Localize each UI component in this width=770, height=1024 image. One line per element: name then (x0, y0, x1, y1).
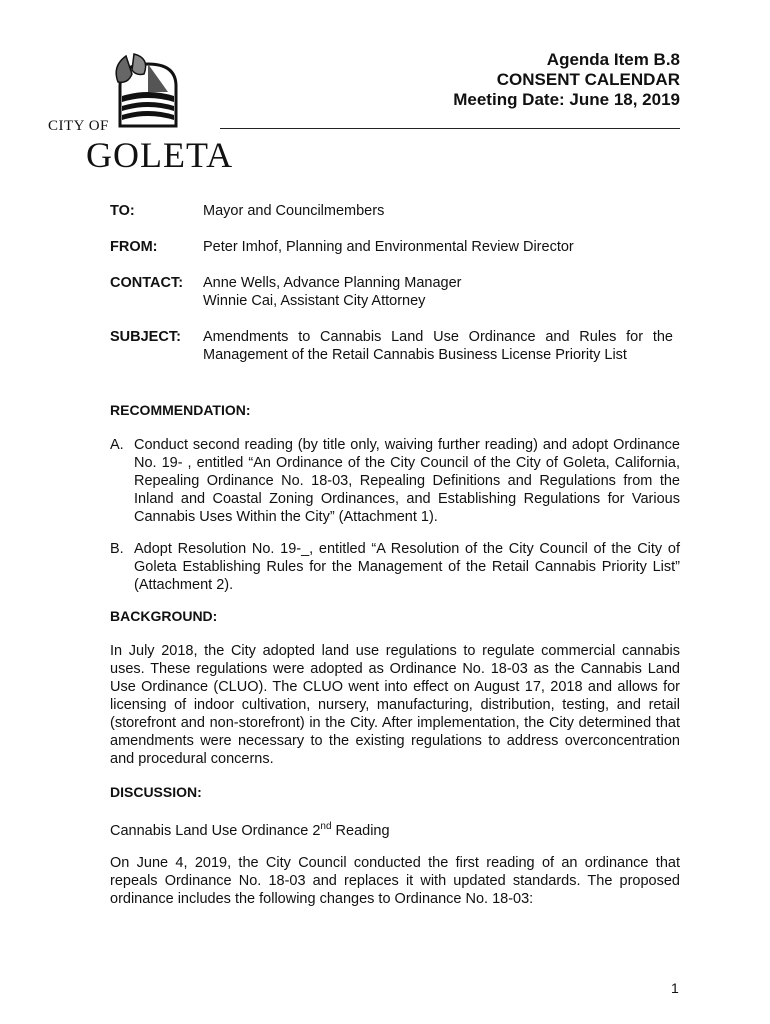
city-logo (48, 52, 234, 177)
page-number: 1 (671, 980, 679, 996)
recommendation-item-b-mark: B. (110, 541, 124, 557)
memo-contact-label: CONTACT: (110, 275, 184, 291)
discussion-text: On June 4, 2019, the City Council conducted the first reading of an ordinance that repeals Ordinance No. 18-03 and replaces it with updated standards. The proposed ordinance includes the following changes to Ordinance No. 18-03: (110, 855, 680, 907)
memo-subject-label: SUBJECT: (110, 329, 181, 345)
background-heading: BACKGROUND: (110, 608, 218, 624)
memo-subject-value: Amendments to Cannabis Land Use Ordinance and Rules for the Management of the Retail Cannabis Business License Priority List (203, 329, 673, 363)
memo-from-value: Peter Imhof, Planning and Environmental Review Director (203, 239, 574, 255)
butterfly-landscape-icon (108, 52, 188, 130)
discussion-subheading-sup: nd (320, 821, 332, 832)
discussion-subheading-post: Reading (331, 822, 390, 839)
recommendation-item-b-text: Adopt Resolution No. 19-_, entitled “A Resolution of the City Council of the City of Goleta Establishing Rules for the Management of the Retail Cannabis Priority List” (Attachment 2). (134, 541, 680, 593)
recommendation-item-a-text: Conduct second reading (by title only, waiving further reading) and adopt Ordinance No. 19- , entitled “An Ordinance of the City Council of the City of Goleta, California, Repealing Ordinance No. 18-03, Repealing Definitions and Regulations from the Inland and Coastal Zoning Ordinances, and Establishing Regulations for Various Cannabis Uses Within the City” (Attachment 1). (134, 437, 680, 525)
logo-city-of: CITY OF (48, 118, 109, 134)
agenda-calendar-type: CONSENT CALENDAR (496, 70, 680, 89)
recommendation-heading: RECOMMENDATION: (110, 402, 251, 418)
recommendation-item-a-mark: A. (110, 437, 124, 453)
memo-contact-value-1: Anne Wells, Advance Planning Manager (203, 275, 462, 291)
agenda-item-number: Agenda Item B.8 (546, 50, 680, 69)
agenda-header (453, 50, 680, 110)
discussion-subheading-pre: Cannabis Land Use Ordinance 2 (110, 822, 321, 839)
memo-contact-value-2: Winnie Cai, Assistant City Attorney (203, 293, 426, 309)
header-divider (220, 128, 680, 129)
background-text: In July 2018, the City adopted land use regulations to regulate commercial cannabis uses. These regulations were adopted as Ordinance No. 18-03 as the Cannabis Land Use Ordinance (CLUO). The CLUO went into effect on August 17, 2018 and allows for licensing of indoor cultivation, nursery, manufacturing, distribution, testing, and retail (storefront and non-storefront) in the City. After implementation, the City determined that amendments were necessary to the existing regulations to address overconcentration and procedural concerns. (110, 643, 680, 767)
memo-to-label: TO: (110, 203, 135, 219)
meeting-date: Meeting Date: June 18, 2019 (453, 90, 680, 109)
memo-from-label: FROM: (110, 239, 158, 255)
discussion-subheading (110, 818, 680, 840)
logo-goleta: GOLETA (86, 135, 234, 175)
discussion-heading: DISCUSSION: (110, 784, 202, 800)
memo-to-value: Mayor and Councilmembers (203, 203, 385, 219)
